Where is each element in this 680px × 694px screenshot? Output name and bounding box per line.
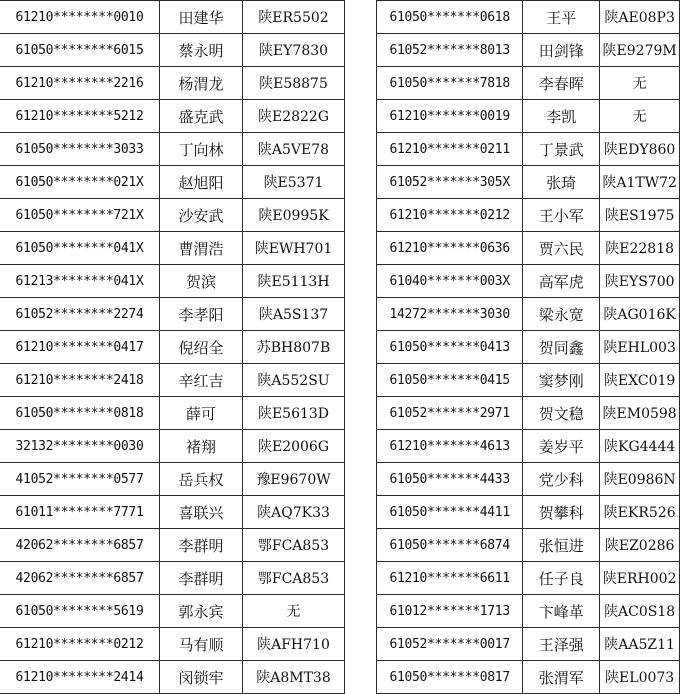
id-cell: 61210********2418	[0, 364, 160, 397]
table-row	[0, 364, 345, 397]
id-cell: 41052********0577	[0, 463, 160, 496]
name-cell: 岳兵权	[160, 463, 243, 496]
id-cell: 61050********6015	[0, 34, 160, 67]
id-cell: 61213********041X	[0, 265, 160, 298]
table-row	[0, 430, 345, 463]
table-row	[0, 1, 345, 34]
id-cell: 61210*******4613	[377, 430, 523, 463]
table-row	[0, 331, 345, 364]
plate-cell: 陕ERH002	[600, 562, 680, 595]
table-row	[0, 562, 345, 595]
plate-cell: 陕E0986N	[600, 463, 680, 496]
plate-cell: 陕E0995K	[243, 199, 345, 232]
plate-cell: 无	[243, 595, 345, 628]
id-cell: 61050********721X	[0, 199, 160, 232]
name-cell: 党少科	[523, 463, 600, 496]
table-row	[377, 364, 680, 397]
id-cell: 61210*******0212	[377, 199, 523, 232]
name-cell: 杨渭龙	[160, 67, 243, 100]
table-row	[377, 199, 680, 232]
plate-cell: 陕E58875	[243, 67, 345, 100]
name-cell: 丁景武	[523, 133, 600, 166]
name-cell: 赵旭阳	[160, 166, 243, 199]
table-row	[377, 430, 680, 463]
plate-cell: 陕EWH701	[243, 232, 345, 265]
plate-cell: 陕AA5Z11	[600, 628, 680, 661]
table-row	[0, 100, 345, 133]
name-cell: 郭永宾	[160, 595, 243, 628]
name-cell: 沙安武	[160, 199, 243, 232]
table-row	[0, 661, 345, 694]
plate-cell: 陕A1TW72	[600, 166, 680, 199]
id-cell: 61210********5212	[0, 100, 160, 133]
id-cell: 61011********7771	[0, 496, 160, 529]
table-row	[0, 595, 345, 628]
name-cell: 高军虎	[523, 265, 600, 298]
name-cell: 贺文稳	[523, 397, 600, 430]
name-cell: 姜岁平	[523, 430, 600, 463]
name-cell: 薛可	[160, 397, 243, 430]
table-row	[377, 661, 680, 694]
name-cell: 倪绍全	[160, 331, 243, 364]
id-cell: 14272*******3030	[377, 298, 523, 331]
id-cell: 61210*******0211	[377, 133, 523, 166]
plate-cell: 陕KG4444	[600, 430, 680, 463]
name-cell: 闵锁牢	[160, 661, 243, 694]
table-row	[0, 397, 345, 430]
name-cell: 梁永宽	[523, 298, 600, 331]
table-row	[0, 529, 345, 562]
id-cell: 61210*******0636	[377, 232, 523, 265]
plate-cell: 鄂FCA853	[243, 562, 345, 595]
table-row	[377, 265, 680, 298]
table-row	[377, 529, 680, 562]
name-cell: 卞峰革	[523, 595, 600, 628]
name-cell: 张恒进	[523, 529, 600, 562]
id-cell: 61052*******2971	[377, 397, 523, 430]
id-cell: 61210********2414	[0, 661, 160, 694]
name-cell: 李凯	[523, 100, 600, 133]
id-cell: 61052*******8013	[377, 34, 523, 67]
table-row	[377, 100, 680, 133]
table-row	[0, 232, 345, 265]
id-cell: 61052********2274	[0, 298, 160, 331]
plate-cell: 陕EKR526	[600, 496, 680, 529]
table-row	[0, 199, 345, 232]
table-row	[377, 1, 680, 34]
plate-cell: 陕AG016K	[600, 298, 680, 331]
id-cell: 32132********0030	[0, 430, 160, 463]
plate-cell: 陕EM0598	[600, 397, 680, 430]
name-cell: 蔡永明	[160, 34, 243, 67]
name-cell: 任子良	[523, 562, 600, 595]
id-cell: 61050*******0415	[377, 364, 523, 397]
id-cell: 61210********0212	[0, 628, 160, 661]
name-cell: 王平	[523, 1, 600, 34]
name-cell: 张渭军	[523, 661, 600, 694]
table-row	[377, 562, 680, 595]
plate-cell: 陕E22818	[600, 232, 680, 265]
plate-cell: 陕E2006G	[243, 430, 345, 463]
plate-cell: 陕EY7830	[243, 34, 345, 67]
table-row	[377, 397, 680, 430]
name-cell: 田建华	[160, 1, 243, 34]
table-row	[377, 67, 680, 100]
table-row	[377, 34, 680, 67]
table-row	[377, 331, 680, 364]
plate-cell: 无	[600, 67, 680, 100]
id-cell: 61050*******6874	[377, 529, 523, 562]
table-row	[377, 463, 680, 496]
id-cell: 61050********041X	[0, 232, 160, 265]
plate-cell: 陕ER5502	[243, 1, 345, 34]
id-cell: 61050********021X	[0, 166, 160, 199]
table-row	[0, 298, 345, 331]
name-cell: 贺滨	[160, 265, 243, 298]
id-cell: 61050*******0817	[377, 661, 523, 694]
id-cell: 61012*******1713	[377, 595, 523, 628]
plate-cell: 陕EXC019	[600, 364, 680, 397]
name-cell: 盛克武	[160, 100, 243, 133]
table-row	[0, 133, 345, 166]
table-row	[0, 496, 345, 529]
plate-cell: 陕E9279M	[600, 34, 680, 67]
id-cell: 61050********3033	[0, 133, 160, 166]
id-cell: 61050*******7818	[377, 67, 523, 100]
id-cell: 61210********0417	[0, 331, 160, 364]
name-cell: 曹渭浩	[160, 232, 243, 265]
plate-cell: 陕A5VE78	[243, 133, 345, 166]
id-cell: 61050*******0618	[377, 1, 523, 34]
name-cell: 田剑锋	[523, 34, 600, 67]
name-cell: 李群明	[160, 529, 243, 562]
name-cell: 马有顺	[160, 628, 243, 661]
name-cell: 李孝阳	[160, 298, 243, 331]
name-cell: 丁向林	[160, 133, 243, 166]
plate-cell: 陕EHL003	[600, 331, 680, 364]
id-cell: 61050********5619	[0, 595, 160, 628]
name-cell: 贺同鑫	[523, 331, 600, 364]
plate-cell: 陕EYS700	[600, 265, 680, 298]
table-row	[377, 628, 680, 661]
name-cell: 贺攀科	[523, 496, 600, 529]
table-row	[377, 595, 680, 628]
plate-cell: 陕E5371	[243, 166, 345, 199]
plate-cell: 陕A8MT38	[243, 661, 345, 694]
id-cell: 61210*******0019	[377, 100, 523, 133]
table-row	[0, 166, 345, 199]
table-row	[0, 265, 345, 298]
table-row	[377, 496, 680, 529]
table-row	[377, 298, 680, 331]
plate-cell: 苏BH807B	[243, 331, 345, 364]
name-cell: 喜联兴	[160, 496, 243, 529]
plate-cell: 陕E5613D	[243, 397, 345, 430]
table-row	[377, 133, 680, 166]
id-cell: 42062********6857	[0, 562, 160, 595]
table-row	[377, 232, 680, 265]
id-cell: 61052*******0017	[377, 628, 523, 661]
id-cell: 61050*******4433	[377, 463, 523, 496]
name-cell: 褚翔	[160, 430, 243, 463]
plate-cell: 陕AC0S18	[600, 595, 680, 628]
plate-cell: 陕EL0073	[600, 661, 680, 694]
id-cell: 61050*******4411	[377, 496, 523, 529]
name-cell: 贾六民	[523, 232, 600, 265]
plate-cell: 陕A5S137	[243, 298, 345, 331]
id-cell: 61040*******003X	[377, 265, 523, 298]
name-cell: 李春晖	[523, 67, 600, 100]
id-cell: 61052*******305X	[377, 166, 523, 199]
id-cell: 61050*******0413	[377, 331, 523, 364]
id-cell: 61050********0818	[0, 397, 160, 430]
name-cell: 窦梦刚	[523, 364, 600, 397]
plate-cell: 陕AE08P3	[600, 1, 680, 34]
table-row	[377, 166, 680, 199]
plate-cell: 陕ES1975	[600, 199, 680, 232]
plate-cell: 陕EDY860	[600, 133, 680, 166]
table-row	[0, 67, 345, 100]
id-cell: 61210*******6611	[377, 562, 523, 595]
plate-cell: 鄂FCA853	[243, 529, 345, 562]
name-cell: 李群明	[160, 562, 243, 595]
id-cell: 42062********6857	[0, 529, 160, 562]
plate-cell: 豫E9670W	[243, 463, 345, 496]
plate-cell: 陕E2822G	[243, 100, 345, 133]
plate-cell: 陕E5113H	[243, 265, 345, 298]
table-row	[0, 34, 345, 67]
table-row	[0, 463, 345, 496]
id-cell: 61210********0010	[0, 1, 160, 34]
table-row	[0, 628, 345, 661]
name-cell: 王泽强	[523, 628, 600, 661]
plate-cell: 无	[600, 100, 680, 133]
name-cell: 王小军	[523, 199, 600, 232]
plate-cell: 陕AFH710	[243, 628, 345, 661]
name-cell: 辛红吉	[160, 364, 243, 397]
name-cell: 张琦	[523, 166, 600, 199]
plate-cell: 陕EZ0286	[600, 529, 680, 562]
id-cell: 61210********2216	[0, 67, 160, 100]
plate-cell: 陕AQ7K33	[243, 496, 345, 529]
plate-cell: 陕A552SU	[243, 364, 345, 397]
right-table	[376, 0, 680, 694]
